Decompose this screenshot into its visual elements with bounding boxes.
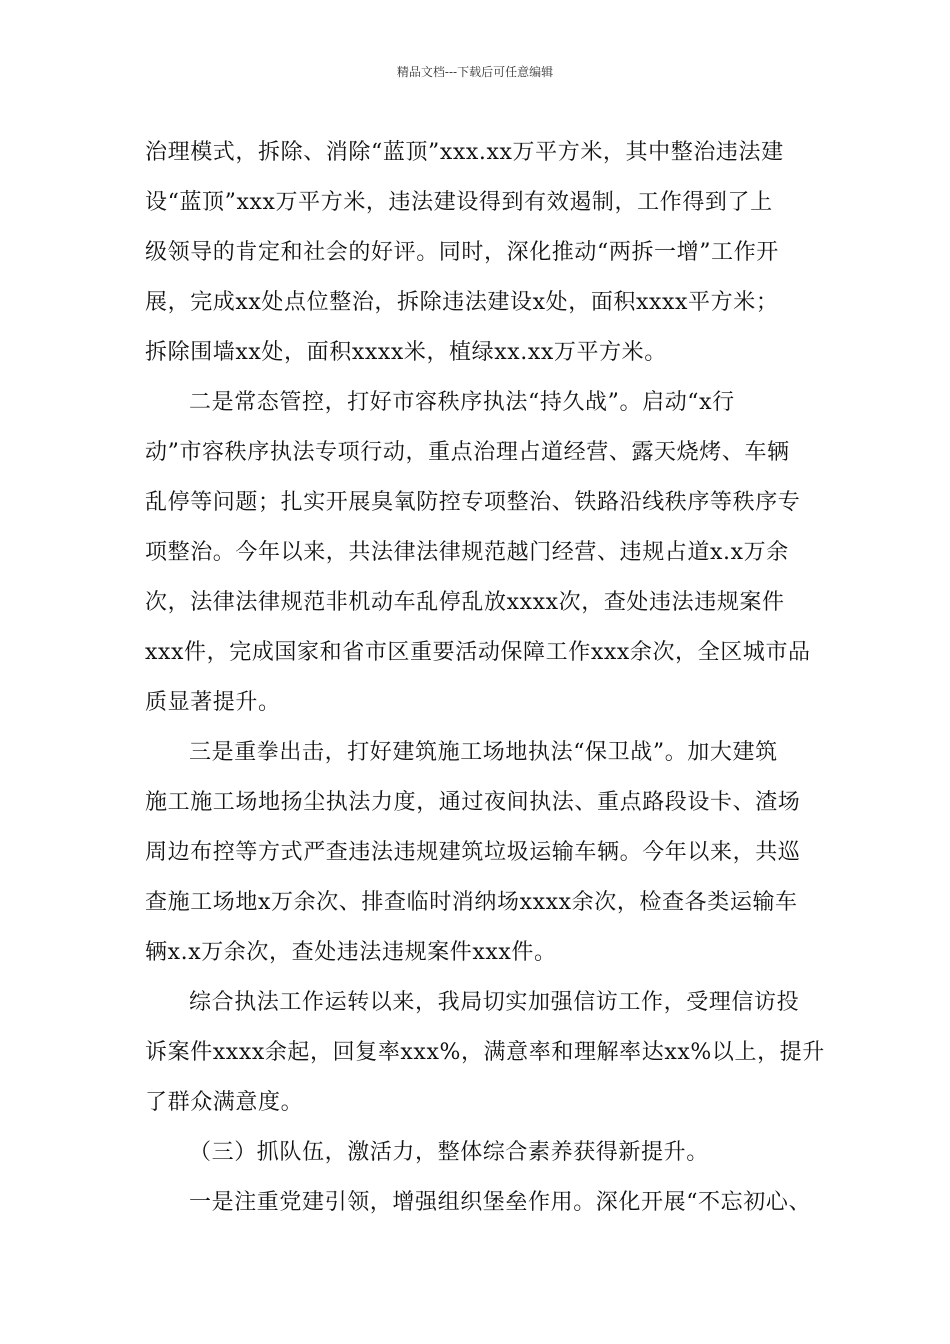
text-line: 次，法律法律规范非机动车乱停乱放xxxx次，查处违法违规案件 <box>145 590 785 615</box>
text-line: xxx件，完成国家和省市区重要活动保障工作xxx余次，全区城市品 <box>145 640 811 665</box>
text-line: 了群众满意度。 <box>145 1090 304 1115</box>
page-header: 精品文档---下载后可任意编辑 <box>396 65 554 79</box>
text-line: 周边布控等方式严查违法违规建筑垃圾运输车辆。今年以来，共巡 <box>145 840 801 865</box>
text-line: 施工施工场地扬尘执法力度，通过夜间执法、重点路段设卡、渣场 <box>145 790 801 815</box>
text-line: 项整治。今年以来，共法律法律规范越门经营、违规占道x.x万余 <box>145 540 789 565</box>
text-line: 动”市容秩序执法专项行动，重点治理占道经营、露天烧烤、车辆 <box>145 440 790 465</box>
paragraph-start-line: 二是常态管控，打好市容秩序执法“持久战”。启动“x行 <box>189 390 735 415</box>
text-line: 设“蓝顶”xxx万平方米，违法建设得到有效遏制，工作得到了上 <box>145 190 773 215</box>
paragraph-start-line: 一是注重党建引领，增强组织堡垒作用。深化开展“不忘初心、 <box>189 1190 812 1215</box>
paragraph-start-line: 综合执法工作运转以来，我局切实加强信访工作，受理信访投 <box>189 990 800 1015</box>
paragraph-start-line: 三是重拳出击，打好建筑施工场地执法“保卫战”。加大建筑 <box>189 740 778 765</box>
section-heading: （三）抓队伍，激活力，整体综合素养获得新提升。 <box>189 1140 709 1165</box>
text-line: 拆除围墙xx处，面积xxxx米，植绿xx.xx万平方米。 <box>145 340 667 365</box>
document-body <box>145 128 825 1228</box>
text-line: 乱停等问题；扎实开展臭氧防控专项整治、铁路沿线秩序等秩序专 <box>145 490 801 515</box>
text-line: 辆x.x万余次，查处违法违规案件xxx件。 <box>145 940 557 965</box>
text-line: 展，完成xx处点位整治，拆除违法建设x处，面积xxxx平方米； <box>145 290 779 315</box>
text-line: 级领导的肯定和社会的好评。同时，深化推动“两拆一增”工作开 <box>145 240 779 265</box>
text-line: 质显著提升。 <box>145 690 281 715</box>
text-line: 治理模式，拆除、消除“蓝顶”xxx.xx万平方米，其中整治违法建 <box>145 140 784 165</box>
text-line: 查施工场地x万余次、排查临时消纳场xxxx余次，检查各类运输车 <box>145 890 798 915</box>
text-line: 诉案件xxxx余起，回复率xxx%，满意率和理解率达xx%以上，提升 <box>145 1040 825 1065</box>
